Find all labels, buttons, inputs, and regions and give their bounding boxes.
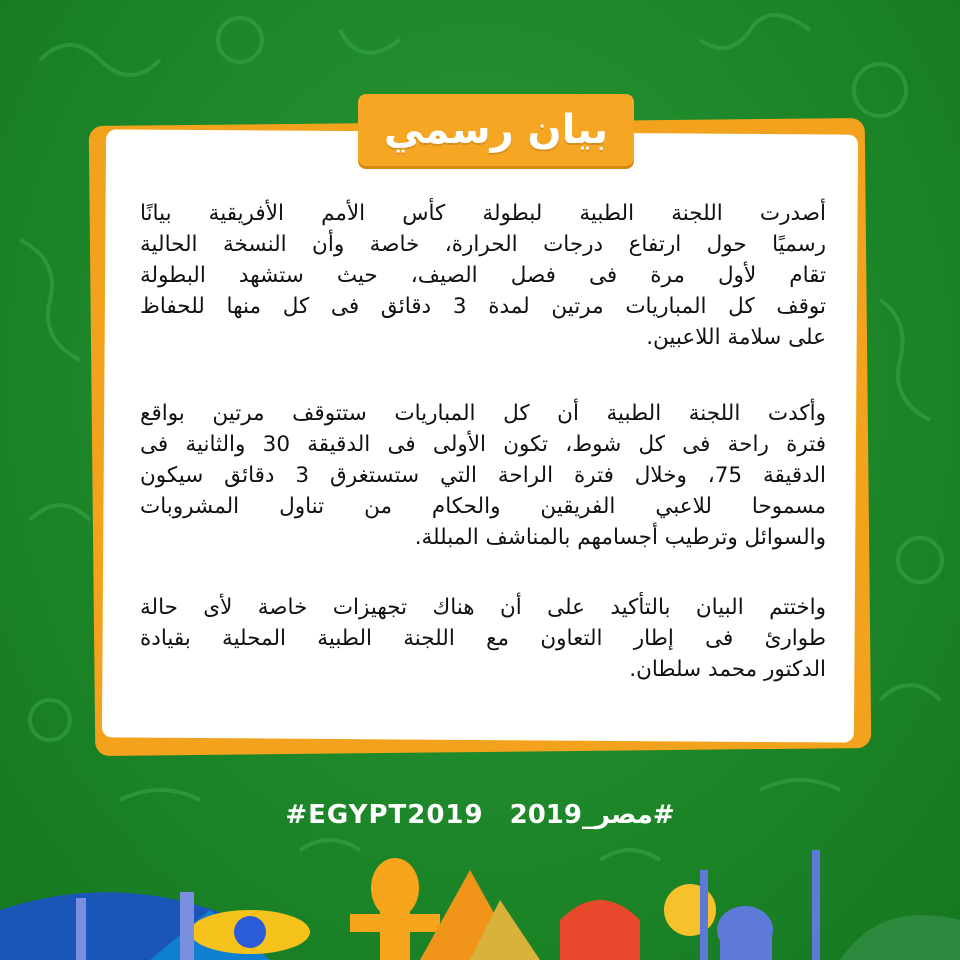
paragraph-line: تقام لأول مرة فى فصل الصيف، حيث ستشهد البطولة	[140, 263, 826, 288]
page-title: بيان رسمي	[383, 107, 609, 153]
hashtag-arabic: #مصر_2019	[509, 800, 675, 830]
paragraph-line: على سلامة اللاعبين.	[646, 325, 826, 350]
paragraph-3	[140, 592, 826, 685]
paragraph-line: فترة راحة فى كل شوط، تكون الأولى فى الدقيقة 30 والثانية فى	[140, 432, 826, 457]
paragraph-line: توقف كل المباريات مرتين لمدة 3 دقائق فى كل منها للحفاظ	[140, 294, 826, 319]
eye-of-horus-icon	[190, 910, 310, 954]
mosque-icon	[700, 850, 820, 960]
ankh-icon	[350, 858, 440, 960]
paragraph-line: واختتم البيان بالتأكيد على أن هناك تجهيزات خاصة لأى حالة	[140, 595, 826, 620]
hashtags	[0, 800, 960, 830]
title-badge	[358, 94, 634, 166]
hashtag-english: #EGYPT2019	[285, 800, 484, 830]
paragraph-line: وأكدت اللجنة الطبية أن كل المباريات ستتوقف مرتين بواقع	[140, 401, 826, 426]
paragraph-line: والسوائل وترطيب أجسامهم بالمناشف المبللة.	[414, 525, 826, 550]
paragraph-line: رسميًا حول ارتفاع درجات الحرارة، خاصة وأن النسخة الحالية	[140, 232, 826, 257]
paragraph-line: الدقيقة 75، وخلال فترة الراحة التي ستستغرق 3 دقائق سيكون	[140, 463, 827, 488]
egypt-skyline-illustration	[0, 840, 960, 960]
paragraph-line: أصدرت اللجنة الطبية لبطولة كأس الأمم الأفريقية بيانًا	[140, 201, 826, 226]
paragraph-line: طوارئ فى إطار التعاون مع اللجنة الطبية المحلية بقيادة	[140, 626, 826, 651]
paragraph-2	[140, 398, 826, 553]
paragraph-line: الدكتور محمد سلطان.	[629, 657, 826, 682]
paragraph-line: مسموحا للاعبي الفريقين والحكام من تناول المشروبات	[140, 494, 826, 519]
paragraph-1	[140, 198, 826, 353]
